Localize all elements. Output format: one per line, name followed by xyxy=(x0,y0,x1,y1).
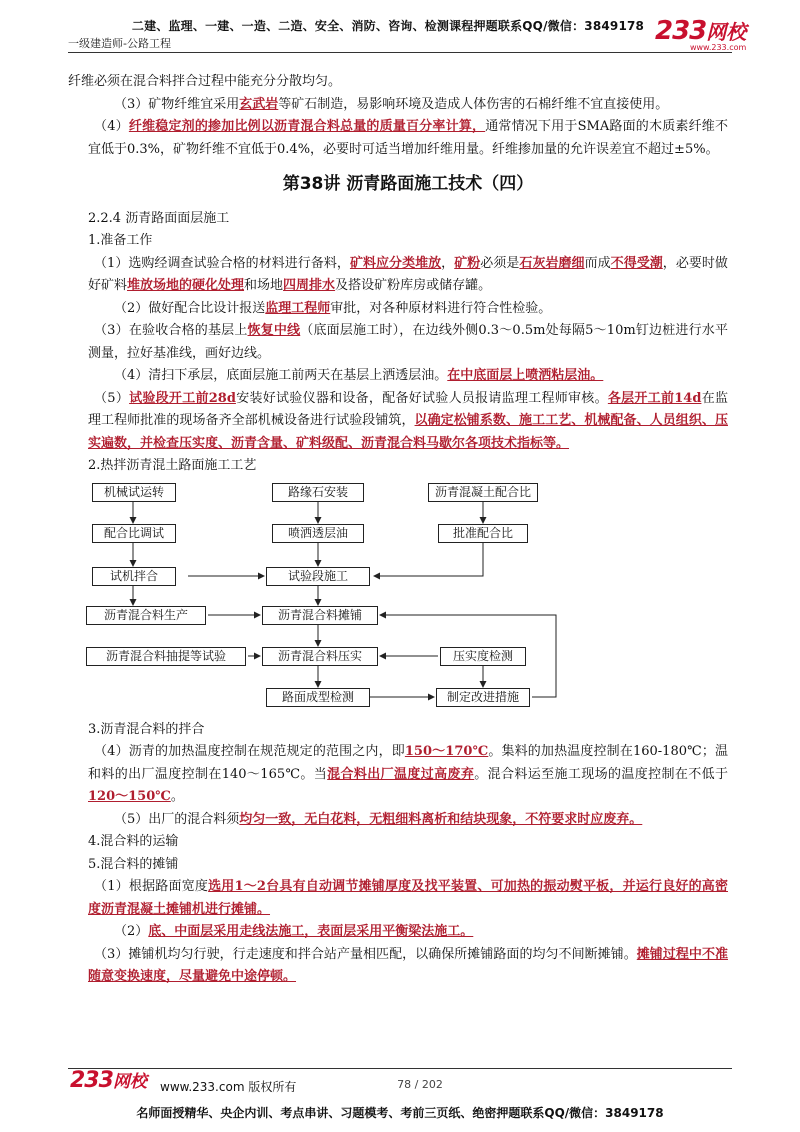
section-heading: 1.准备工作 xyxy=(88,233,153,248)
flow-step-trial-section: 试验段施工 xyxy=(266,567,370,586)
flow-step-improvement: 制定改进措施 xyxy=(436,688,530,707)
flow-step-prime-coat: 喷洒透层油 xyxy=(272,524,364,543)
header-subtitle: 一级建造师-公路工程 xyxy=(68,37,171,50)
pave-paragraph: （1）根据路面宽度选用1～2台具有自动调节摊铺厚度及找平装置、可加热的振动熨平板，并运行良好的高密度沥青混凝土摊铺机进行摊铺。 xyxy=(88,879,728,917)
header-divider xyxy=(68,52,732,53)
process-flowchart xyxy=(78,481,718,715)
lecture-title: 第38讲 沥青路面施工技术（四） xyxy=(282,174,534,194)
flow-step-surface-check: 路面成型检测 xyxy=(266,688,370,707)
arrow xyxy=(374,542,483,576)
flow-step-mix-production: 沥青混合料生产 xyxy=(86,606,206,625)
section-heading: 2.热拌沥青混土路面施工工艺 xyxy=(88,458,257,473)
intro-paragraph: 纤维必须在混合料拌合过程中能充分分散均匀。 xyxy=(68,74,342,89)
prep-paragraph: （5）试验段开工前28d安装好试验仪器和设备，配备好试验人员报请监理工程师审核。各层开工前14d在监理工程师批准的现场备齐全部机械设备进行试验段铺筑，以确定松铺系数、施工工艺、机械配备、人员组织、压实遍数，并检查压实度、沥青含量、矿料级配、沥青混合料马歇尔各项技术指标等。 xyxy=(88,390,728,451)
footer-contact-line: 名师面授精华、央企内训、考点串讲、习题模考、考前三页纸、绝密押题联系QQ/微信：3849178 xyxy=(136,1106,664,1120)
flow-step-approve-ratio: 批准配合比 xyxy=(438,524,528,543)
flow-step-curb-install: 路缘石安装 xyxy=(272,483,364,502)
flow-step-trial-mixing: 试机拌合 xyxy=(92,567,176,586)
prep-paragraph: （4）清扫下承层，底面层施工前两天在基层上洒透层油。在中底面层上喷洒粘层油。 xyxy=(114,368,604,383)
flow-step-density-check: 压实度检测 xyxy=(440,647,526,666)
flow-step-compaction: 沥青混合料压实 xyxy=(262,647,378,666)
flowchart-connectors xyxy=(78,481,718,715)
document-body xyxy=(68,71,728,989)
footer-copyright: www.233.com 版权所有 xyxy=(160,1080,297,1094)
flow-step-paving: 沥青混合料摊铺 xyxy=(262,606,378,625)
pave-paragraph: （3）摊铺机均匀行驶，行走速度和拌合站产量相匹配，以确保所摊铺路面的均匀不间断摊铺。摊铺过程中不准随意变换速度，尽量避免中途停顿。 xyxy=(88,946,728,984)
prep-paragraph: （1）选购经调查试验合格的材料进行备料，矿料应分类堆放，矿粉必须是石灰岩磨细而成不得受潮，必要时做好矿料堆放场地的硬化处理和场地四周排水及搭设矿粉库房或储存罐。 xyxy=(88,255,728,293)
footer-divider xyxy=(68,1068,732,1069)
footer-brand-logo[interactable]: 233网校 xyxy=(70,1068,147,1093)
prep-paragraph: （3）在验收合格的基层上恢复中线（底面层施工时），在边线外侧0.3～0.5m处每隔5～10m钉边桩进行水平测量，拉好基准线，画好边线。 xyxy=(88,323,728,361)
prep-paragraph: （2）做好配合比设计报送监理工程师审批，对各种原材料进行符合性检验。 xyxy=(114,300,552,316)
flow-step-extraction-test: 沥青混合料抽提等试验 xyxy=(86,647,246,666)
flow-step-ratio-adjust: 配合比调试 xyxy=(92,524,176,543)
page-number: 78 / 202 xyxy=(397,1078,443,1091)
flow-step-mix-design: 沥青混凝土配合比 xyxy=(428,483,538,502)
pave-paragraph: （2）底、中面层采用走线法施工，表面层采用平衡梁法施工。 xyxy=(114,924,474,939)
mix-paragraph: （5）出厂的混合料须均匀一致，无白花料，无粗细料离析和结块现象，不符要求时应废弃。 xyxy=(114,811,643,827)
header-contact-line: 二建、监理、一建、一造、二造、安全、消防、咨询、检测课程押题联系QQ/微信：3849178 xyxy=(131,19,645,33)
section-heading: 2.2.4 沥青路面面层施工 xyxy=(88,210,230,226)
intro-paragraph: （3）矿物纤维宜采用玄武岩等矿石制造，易影响环境及造成人体伤害的石棉纤维不宜直接使用。 xyxy=(114,96,669,112)
section-heading: 3.沥青混合料的拌合 xyxy=(88,721,205,737)
intro-paragraph: （4）纤维稳定剂的掺加比例以沥青混合料总量的质量百分率计算，通常情况下用于SMA路面的木质素纤维不宜低于0.3%，矿物纤维不宜低于0.4%，必要时可适当增加纤维用量。纤维掺加量的允许误差宜不超过±5%。 xyxy=(88,119,728,157)
flow-step-machine-test: 机械试运转 xyxy=(92,483,176,502)
mix-paragraph: （4）沥青的加热温度控制在规范规定的范围之内，即150～170℃。集料的加热温度控制在160-180℃；温和料的出厂温度控制在140～165℃。当混合料出厂温度过高废弃。混合料运至施工现场的温度控制在不低于120～150℃。 xyxy=(88,744,728,804)
brand-logo[interactable]: 233网校 www.233.com xyxy=(655,16,747,52)
section-heading: 5.混合料的摊铺 xyxy=(88,856,179,872)
section-heading: 4.混合料的运输 xyxy=(88,834,179,849)
